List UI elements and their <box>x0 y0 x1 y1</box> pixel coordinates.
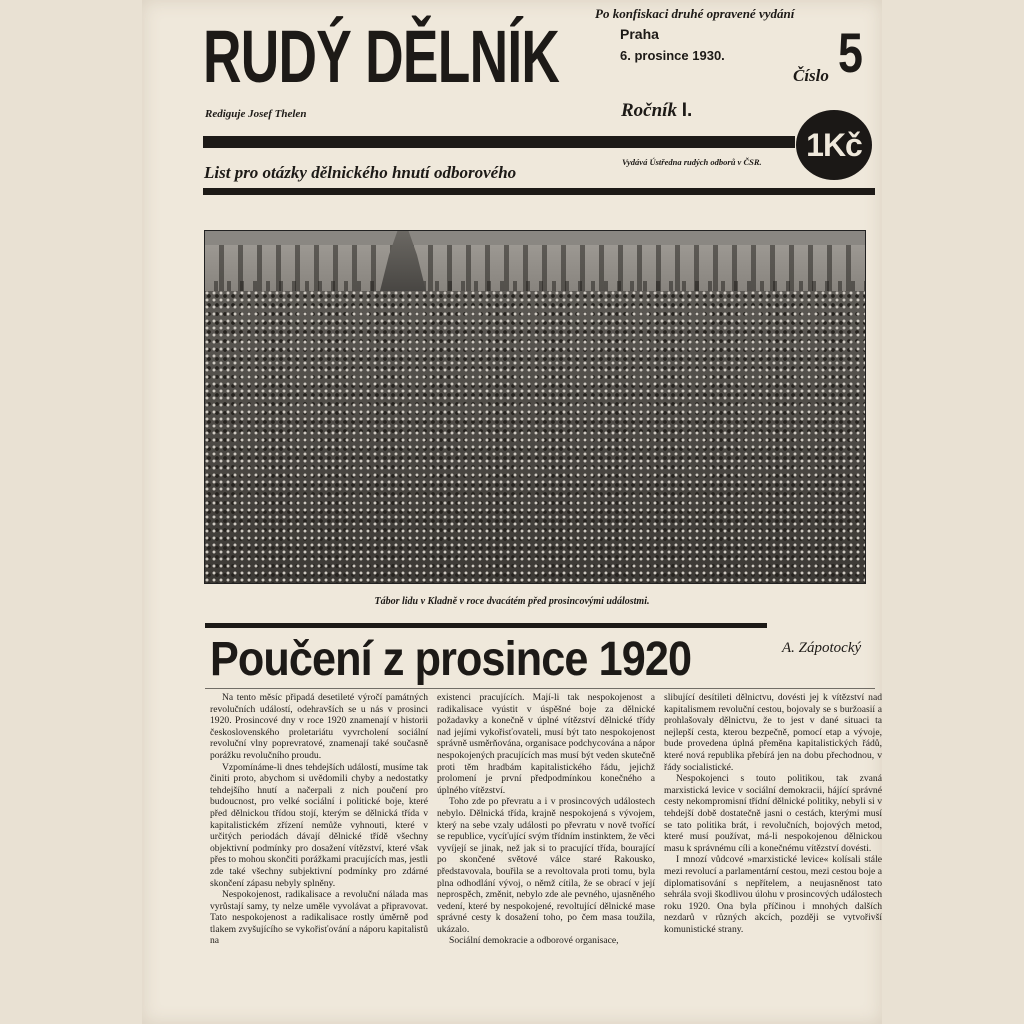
masthead-rule-bottom <box>203 188 875 195</box>
masthead-rule-top <box>203 136 795 148</box>
article-rule <box>205 623 767 628</box>
volume-label: Ročník <box>621 100 677 121</box>
issue-date: 6. prosince 1930. <box>620 48 725 63</box>
volume <box>621 100 692 122</box>
article-column-2 <box>437 692 655 947</box>
photo-caption: Tábor lidu v Kladně v roce dvacátém před prosincovými událostmi. <box>374 596 650 607</box>
headline-underline <box>205 688 875 689</box>
paragraph: I mnozí vůdcové »marxistické levice« kolísali stále mezi revolucí a parlamentární cestou, mezi cestou boje a diplomatisování s nepřítelem, a neujasněnost tato sehrála svoji škodlivou úlohu v prosincových událostech roku 1920. Ona byla příčinou i mnohých dalších nezdarů v různých akcích, později se vytvořivší komunistické strany. <box>664 854 882 935</box>
paragraph: existenci pracujících. Mají-li tak nespokojenost a radikalisace vyústit v úspěšné boje za dělnické požadavky a konečně v úplné vítězství dělnické třídy nad jejími vykořisťovateli, musí být tato nespokojenost správně usměrňována, organisace podchycována a nápor nespokojených pracujících mas musí být veden skutečně proti těm hradbám kapitalistického řádu, jejichž prolomení je první předpodmínkou konečného a úplného vítězství. <box>437 692 655 796</box>
paragraph: Nespokojenci s touto politikou, tak zvaná marxistická levice v sociální demokracii, hájící správné cesty nekompromisní třídní dělnické politiky, nebyli si v tehdejší době dostatečně jasni o cestách, kterými musí se tato politika brát, i revolučních, bojových metod, které musí používat, má-li nespokojenou dělnickou masu k správnému cíli a konečnému vítězství dovésti. <box>664 773 882 854</box>
publisher-note: Vydává Ústředna rudých odborů v ČSR. <box>622 157 762 167</box>
paragraph: Sociální demokracie a odborové organisace, <box>449 935 619 947</box>
article-author: A. Zápotocký <box>782 640 862 656</box>
volume-number: I. <box>681 100 693 121</box>
paragraph: Toho zde po převratu a i v prosincových událostech nebylo. Dělnická třída, krajně nespokojená s vývojem, který na sebe vzaly události po převratu v nově tvořící se republice, vycíťující svým třídním instinktem, že věci vyvíjejí se jinak, než jak si to pracující třída, bourající po skončené světové válce staré Rakousko, představovala, bouřila se a revoltovala proti tomu, byla plna odhodlání vývoj, o němž cítila, že se obrací v její neprospěch, změnit, nebylo zde ale pevného, ujasněného vedení, které by nespokojené, revoltující dělnické mase správné cesty k dosažení toho, po čem masa toužila, ukázalo. <box>437 796 655 935</box>
masthead-subtitle: List pro otázky dělnického hnutí odborového <box>204 163 517 182</box>
article-column-3 <box>664 692 882 935</box>
article-headline: Poučení z prosince 1920 <box>210 633 692 686</box>
masthead-title: RUDÝ DĚLNÍK <box>203 15 560 98</box>
editor-credit: Rediguje Josef Thelen <box>205 108 307 120</box>
paragraph: Na tento měsíc připadá desetileté výročí památných revolučních událostí, odehravších se u nás v prosinci 1920. Prosincové dny v roce 1920 znamenají v historii československého proletariátu vyvrcholení sociální revoluční vlny poprevratové, znamenají také současně porážku revolučního proudu. <box>210 692 428 761</box>
paragraph: slibující desítileti dělnictvu, dovésti jej k vítězství nad kapitalismem revoluční cestou, bojovaly se s buržoasií a prohlašovaly dělnictvu, že to jest v dané situaci ta nejlepší cesta, kterou bezpečně, pomocí etap a vývoje, bude provedena úplná přeměna kapitalistických řádů, které nová republika přebírá jen na dobu přechodnou, v řády socialistické. <box>664 692 882 773</box>
crowd-photo <box>204 230 866 584</box>
article-column-1 <box>210 692 428 947</box>
paragraph: Vzpomínáme-li dnes tehdejších událostí, musíme tak činiti proto, abychom si uvědomili chyby a nedostatky tehdejšího hnutí a načerpali z nich poučení pro budoucnost, pro velké sociální i politické boje, které před dělnickou třídou stojí, kterým se dělnická třída v kapitalistickém zřízení nemůže vyhnouti, které v určitých periodách dávají dělnické třídě všechny objektivní podmínky pro dosažení vítězství, které však přes to mohou skončiti porážkami pracujících mas, jestli zde také všechny subjektivní podmínky pro zdárné skončení zápasu nebyly splněny. <box>210 761 428 889</box>
issue-number: 5 <box>838 21 863 84</box>
crowd-texture <box>205 291 865 584</box>
city: Praha <box>620 26 659 42</box>
edition-note: Po konfiskaci druhé opravené vydání <box>595 6 795 21</box>
paragraph: Nespokojenost, radikalisace a revoluční nálada mas vyrůstají samy, ty nelze uměle vyvolávat a připravovat. Tato nespokojenost a radikalisace rostly úměrně pod tlakem zvyšujícího se vykořisťování a náporu kapitalistů na <box>210 889 428 947</box>
issue-label: Číslo <box>793 66 829 85</box>
price-badge: 1Kč <box>796 110 872 180</box>
